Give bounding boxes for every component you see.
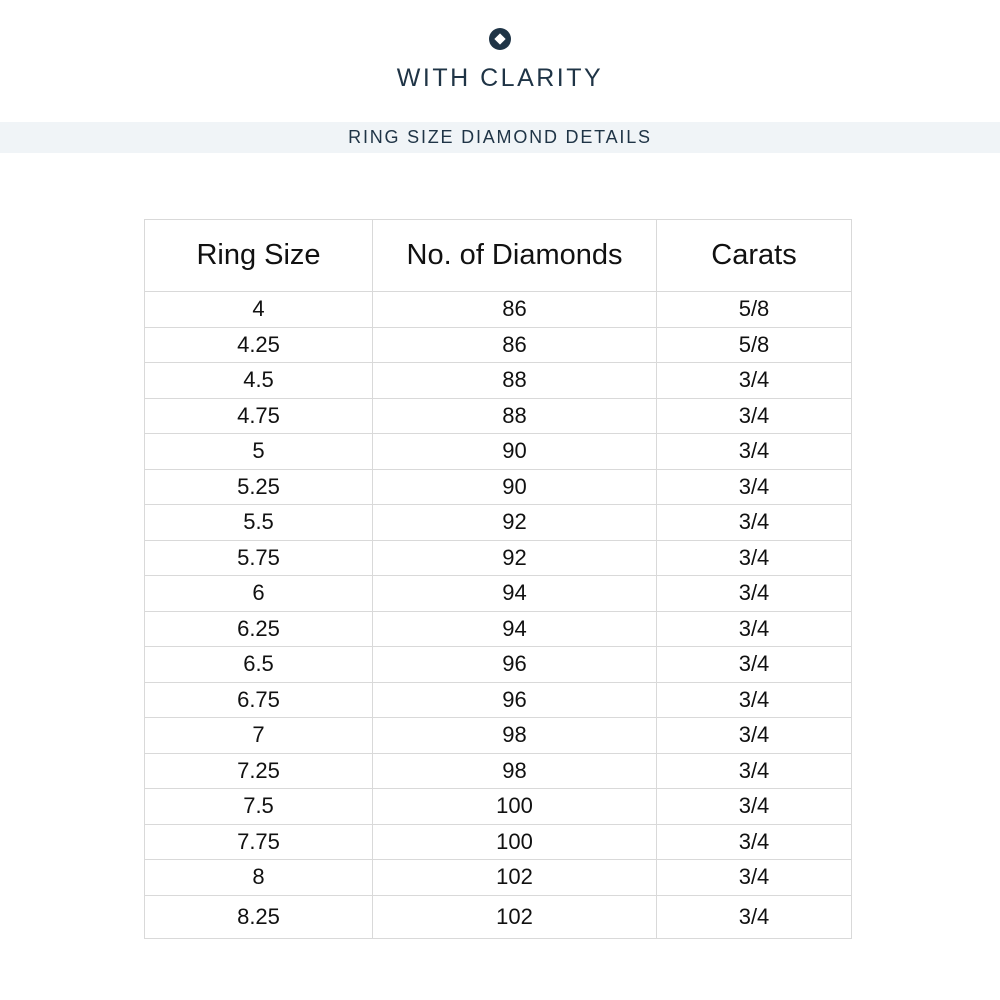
cell-ring-size: 7.75 xyxy=(145,824,373,860)
cell-ring-size: 6.5 xyxy=(145,647,373,683)
cell-carats: 3/4 xyxy=(657,824,852,860)
cell-ring-size: 4.75 xyxy=(145,398,373,434)
cell-ring-size: 4.25 xyxy=(145,327,373,363)
cell-carats: 3/4 xyxy=(657,789,852,825)
cell-carats: 3/4 xyxy=(657,363,852,399)
cell-diamond-count: 88 xyxy=(373,363,657,399)
cell-ring-size: 5.25 xyxy=(145,469,373,505)
table-row xyxy=(145,789,852,825)
cell-carats: 3/4 xyxy=(657,434,852,470)
cell-ring-size: 5.5 xyxy=(145,505,373,541)
table-row xyxy=(145,292,852,328)
cell-ring-size: 6 xyxy=(145,576,373,612)
brand-name: WITH CLARITY xyxy=(396,64,604,92)
table-row xyxy=(145,505,852,541)
cell-diamond-count: 94 xyxy=(373,611,657,647)
table-row xyxy=(145,576,852,612)
table-body xyxy=(145,292,852,939)
column-header-ring-size: Ring Size xyxy=(145,220,373,292)
cell-diamond-count: 102 xyxy=(373,860,657,896)
table-row xyxy=(145,860,852,896)
cell-carats: 3/4 xyxy=(657,398,852,434)
cell-carats: 3/4 xyxy=(657,505,852,541)
cell-diamond-count: 102 xyxy=(373,895,657,938)
table-row xyxy=(145,753,852,789)
cell-ring-size: 5 xyxy=(145,434,373,470)
cell-carats: 5/8 xyxy=(657,292,852,328)
cell-diamond-count: 88 xyxy=(373,398,657,434)
table-row xyxy=(145,824,852,860)
cell-ring-size: 4.5 xyxy=(145,363,373,399)
cell-diamond-count: 100 xyxy=(373,824,657,860)
cell-diamond-count: 100 xyxy=(373,789,657,825)
table-row xyxy=(145,718,852,754)
table-row xyxy=(145,540,852,576)
table-row xyxy=(145,611,852,647)
cell-ring-size: 8.25 xyxy=(145,895,373,938)
cell-diamond-count: 92 xyxy=(373,540,657,576)
cell-carats: 3/4 xyxy=(657,753,852,789)
table-row xyxy=(145,363,852,399)
table-row xyxy=(145,682,852,718)
cell-diamond-count: 96 xyxy=(373,682,657,718)
cell-carats: 3/4 xyxy=(657,895,852,938)
table-header-row xyxy=(145,220,852,292)
cell-carats: 3/4 xyxy=(657,682,852,718)
cell-diamond-count: 94 xyxy=(373,576,657,612)
cell-carats: 3/4 xyxy=(657,611,852,647)
cell-carats: 3/4 xyxy=(657,576,852,612)
cell-ring-size: 6.75 xyxy=(145,682,373,718)
cell-ring-size: 6.25 xyxy=(145,611,373,647)
cell-diamond-count: 86 xyxy=(373,327,657,363)
table-row xyxy=(145,434,852,470)
cell-ring-size: 4 xyxy=(145,292,373,328)
table-row xyxy=(145,469,852,505)
ring-size-table xyxy=(144,219,852,939)
cell-diamond-count: 92 xyxy=(373,505,657,541)
cell-diamond-count: 98 xyxy=(373,753,657,789)
cell-ring-size: 7.25 xyxy=(145,753,373,789)
cell-diamond-count: 86 xyxy=(373,292,657,328)
cell-diamond-count: 90 xyxy=(373,434,657,470)
cell-ring-size: 8 xyxy=(145,860,373,896)
cell-carats: 3/4 xyxy=(657,860,852,896)
cell-carats: 3/4 xyxy=(657,647,852,683)
cell-carats: 3/4 xyxy=(657,718,852,754)
cell-ring-size: 7 xyxy=(145,718,373,754)
cell-diamond-count: 96 xyxy=(373,647,657,683)
table-row xyxy=(145,398,852,434)
cell-carats: 3/4 xyxy=(657,469,852,505)
diamond-circle-icon xyxy=(489,28,511,50)
cell-carats: 3/4 xyxy=(657,540,852,576)
cell-diamond-count: 98 xyxy=(373,718,657,754)
cell-ring-size: 7.5 xyxy=(145,789,373,825)
cell-diamond-count: 90 xyxy=(373,469,657,505)
table-row xyxy=(145,327,852,363)
cell-carats: 5/8 xyxy=(657,327,852,363)
cell-ring-size: 5.75 xyxy=(145,540,373,576)
column-header-carats: Carats xyxy=(657,220,852,292)
table-row xyxy=(145,895,852,938)
column-header-diamonds: No. of Diamonds xyxy=(373,220,657,292)
table-row xyxy=(145,647,852,683)
page-title: RING SIZE DIAMOND DETAILS xyxy=(348,127,652,147)
